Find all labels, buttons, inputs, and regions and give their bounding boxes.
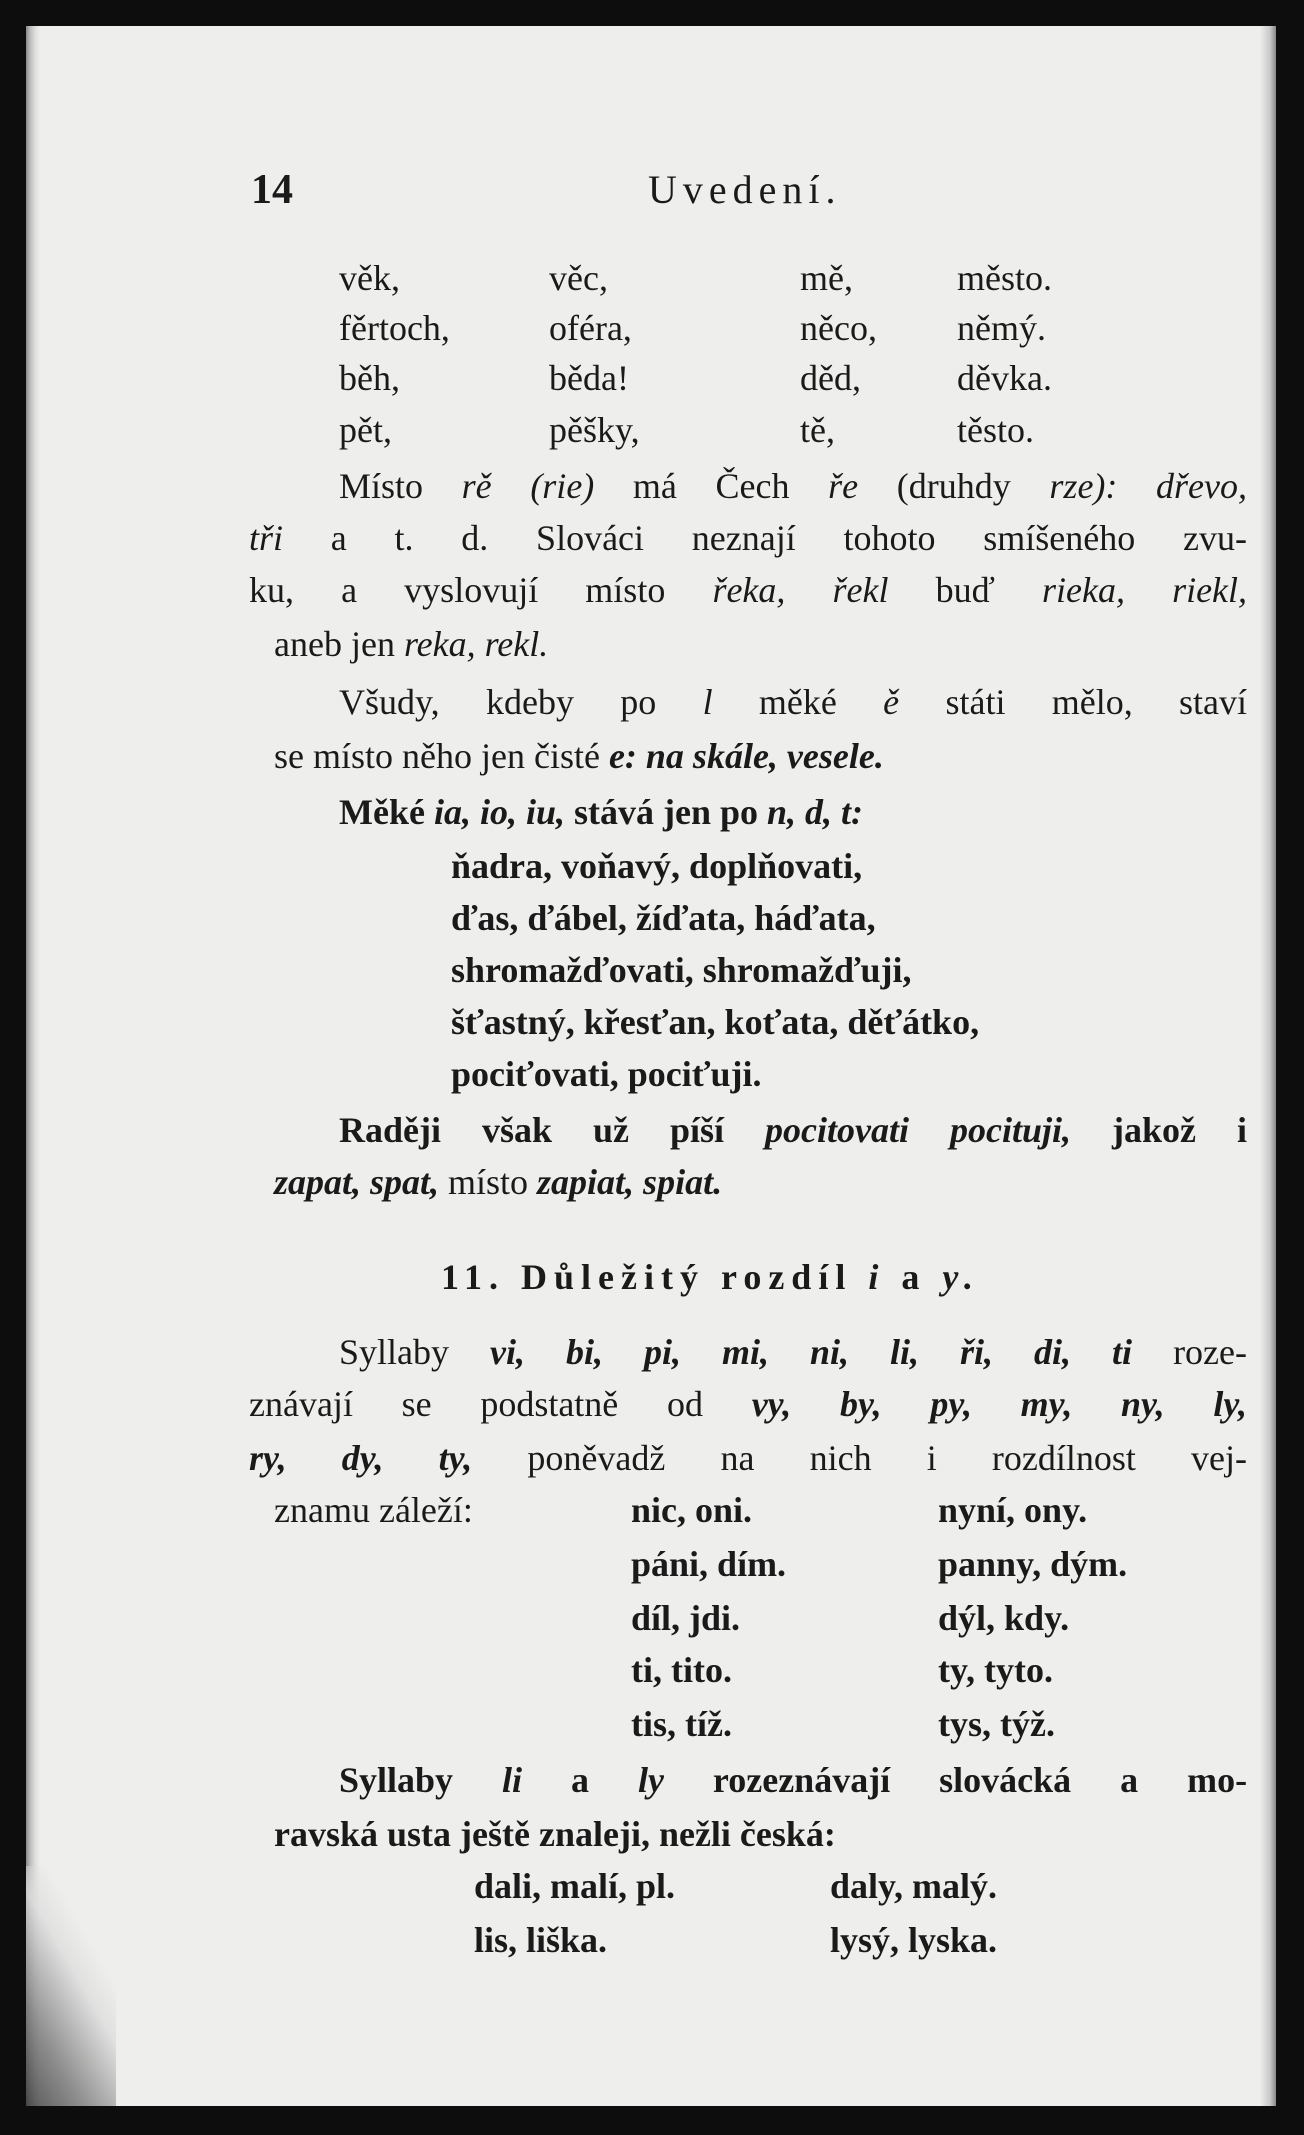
example-line: šťastný, křesťan, koťata, děťátko, bbox=[451, 1002, 980, 1042]
section-heading: 11. Důležitý rozdíl i a y. bbox=[441, 1257, 980, 1297]
pair-right: ty, tyto. bbox=[938, 1650, 1053, 1690]
paragraph-line: aneb jen reka, rekl. bbox=[274, 624, 549, 664]
word-cell: mě, bbox=[800, 258, 853, 298]
pair-right: nyní, ony. bbox=[938, 1490, 1088, 1530]
paragraph-line: tři a t. d. Slováci neznají tohoto smíšeného zvu- bbox=[249, 518, 1247, 558]
book-page bbox=[26, 26, 1276, 2106]
paragraph-line: znávají se podstatně od vy, by, py, my, ny, ly, bbox=[249, 1384, 1248, 1424]
word-cell: město. bbox=[957, 258, 1052, 298]
page-corner-fold bbox=[26, 1866, 116, 2106]
word-cell: tě, bbox=[800, 410, 835, 450]
page-number: 14 bbox=[251, 167, 293, 213]
paragraph-line: ku, a vyslovují místo řeka, řekl buď rieka, riekl, bbox=[249, 570, 1248, 610]
pair-right: panny, dým. bbox=[938, 1544, 1128, 1584]
pair-left: páni, dím. bbox=[631, 1544, 787, 1584]
word-cell: oféra, bbox=[549, 308, 632, 348]
pair-left: ti, tito. bbox=[631, 1650, 732, 1690]
example-line: ňadra, voňavý, doplňovati, bbox=[451, 846, 863, 886]
paragraph-line: Syllaby li a ly rozeznávají slovácká a mo- bbox=[339, 1760, 1248, 1800]
page-left-shadow bbox=[26, 26, 40, 2106]
pair-right: dýl, kdy. bbox=[938, 1598, 1070, 1638]
word-cell: pět, bbox=[339, 410, 392, 450]
word-cell: fěrtoch, bbox=[339, 308, 450, 348]
pair-right: daly, malý. bbox=[830, 1866, 998, 1906]
pair-left: lis, liška. bbox=[474, 1920, 608, 1960]
pair-right: tys, týž. bbox=[938, 1704, 1055, 1744]
word-cell: děvka. bbox=[957, 358, 1052, 398]
word-cell: němý. bbox=[957, 308, 1046, 348]
pair-right: lysý, lyska. bbox=[830, 1920, 998, 1960]
page-right-shadow bbox=[1260, 26, 1276, 2106]
paragraph-line: Měké ia, io, iu, stává jen po n, d, t: bbox=[339, 792, 864, 832]
word-cell: věk, bbox=[339, 258, 400, 298]
paragraph-line: Místo rě (rie) má Čech ře (druhdy rze): dřevo, bbox=[339, 466, 1248, 506]
word-cell: něco, bbox=[800, 308, 877, 348]
example-line: ďas, ďábel, žíďata, háďata, bbox=[451, 898, 876, 938]
paragraph-line: Všudy, kdeby po l měké ě státi mělo, staví bbox=[339, 682, 1248, 722]
pair-left: tis, tíž. bbox=[631, 1704, 732, 1744]
pair-left: díl, jdi. bbox=[631, 1598, 741, 1638]
paragraph-line: se místo něho jen čisté e: na skále, vesele. bbox=[274, 736, 884, 776]
word-cell: běh, bbox=[339, 358, 400, 398]
paragraph-line: znamu záleží: bbox=[274, 1490, 473, 1530]
pair-left: nic, oni. bbox=[631, 1490, 753, 1530]
pair-left: dali, malí, pl. bbox=[474, 1866, 676, 1906]
word-cell: těsto. bbox=[957, 410, 1034, 450]
word-cell: děd, bbox=[800, 358, 861, 398]
example-line: shromažďovati, shromažďuji, bbox=[451, 950, 912, 990]
paragraph-line: ry, dy, ty, poněvadž na nich i rozdílnost vej- bbox=[249, 1438, 1247, 1478]
paragraph-line: Raději však už píší pocitovati pocituji, jakož i bbox=[339, 1110, 1247, 1150]
example-line: pociťovati, pociťuji. bbox=[451, 1054, 762, 1094]
word-cell: běda! bbox=[549, 358, 629, 398]
paragraph-line: ravská usta ještě znaleji, nežli česká: bbox=[274, 1814, 836, 1854]
word-cell: věc, bbox=[549, 258, 608, 298]
word-cell: pěšky, bbox=[549, 410, 640, 450]
paragraph-line: zapat, spat, místo zapiat, spiat. bbox=[274, 1162, 723, 1202]
running-title: Uvedení. bbox=[648, 167, 842, 212]
paragraph-line: Syllaby vi, bi, pi, mi, ni, li, ři, di, ti roze- bbox=[339, 1332, 1247, 1372]
